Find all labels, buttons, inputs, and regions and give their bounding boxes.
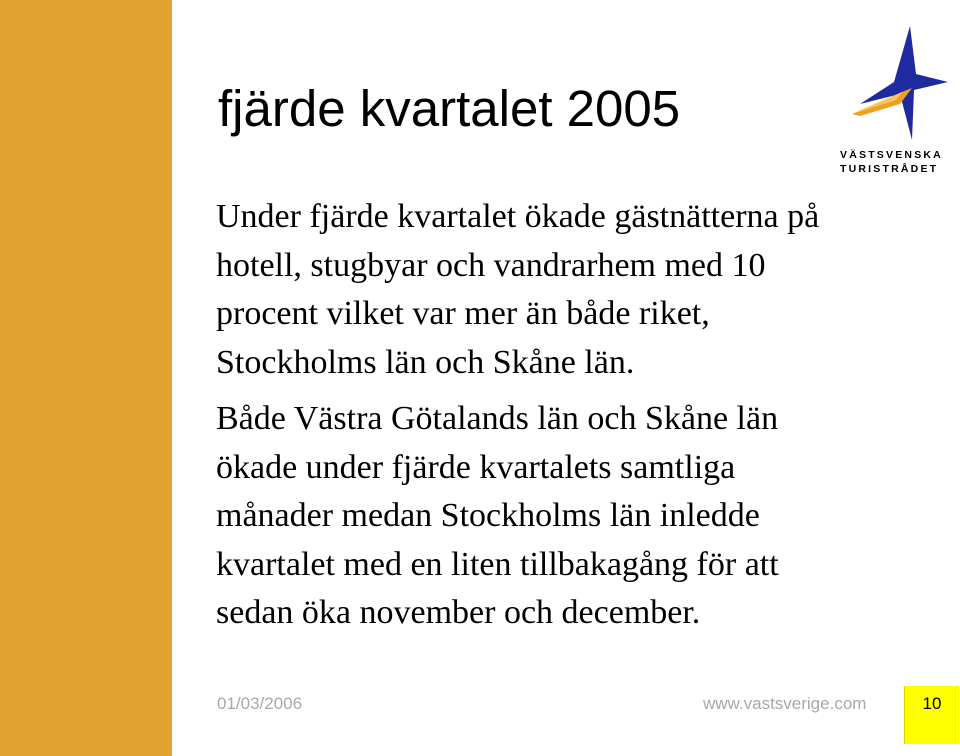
paragraph-1 [216, 193, 916, 387]
text-line: Stockholms län och Skåne län. [216, 343, 635, 381]
text-line: Under fjärde kvartalet ökade gästnätterna på [216, 198, 820, 235]
footer-date: 01/03/2006 [217, 694, 303, 713]
logo-wordmark [840, 148, 958, 176]
accent-bar [0, 0, 172, 756]
vastsvenska-turistradet-logo [840, 18, 958, 182]
logo-text-line-1: VÄSTSVENSKA [840, 149, 943, 161]
text-line: månader medan Stockholms län inledde [216, 497, 760, 534]
page-number: 10 [922, 694, 942, 713]
page-number-box [904, 686, 959, 744]
paragraph-2 [216, 395, 916, 638]
slide-title: fjärde kvartalet 2005 [218, 80, 681, 137]
text-line: hotell, stugbyar och vandrarhem med 10 [216, 246, 766, 284]
logo-text-line-2: TURISTRÅDET [840, 163, 939, 175]
text-line: sedan öka november och december. [216, 594, 701, 631]
text-line: Både Västra Götalands län och Skåne län [216, 400, 779, 437]
footer-url: www.vastsverige.com [703, 694, 867, 713]
text-line: kvartalet med en liten tillbakagång för att [216, 545, 779, 583]
text-line: procent vilket var mer än både riket, [216, 295, 710, 332]
star-shape [860, 26, 948, 140]
slide-body [216, 193, 916, 638]
text-line: ökade under fjärde kvartalets samtliga [216, 448, 736, 486]
star-logo-icon [848, 18, 958, 146]
